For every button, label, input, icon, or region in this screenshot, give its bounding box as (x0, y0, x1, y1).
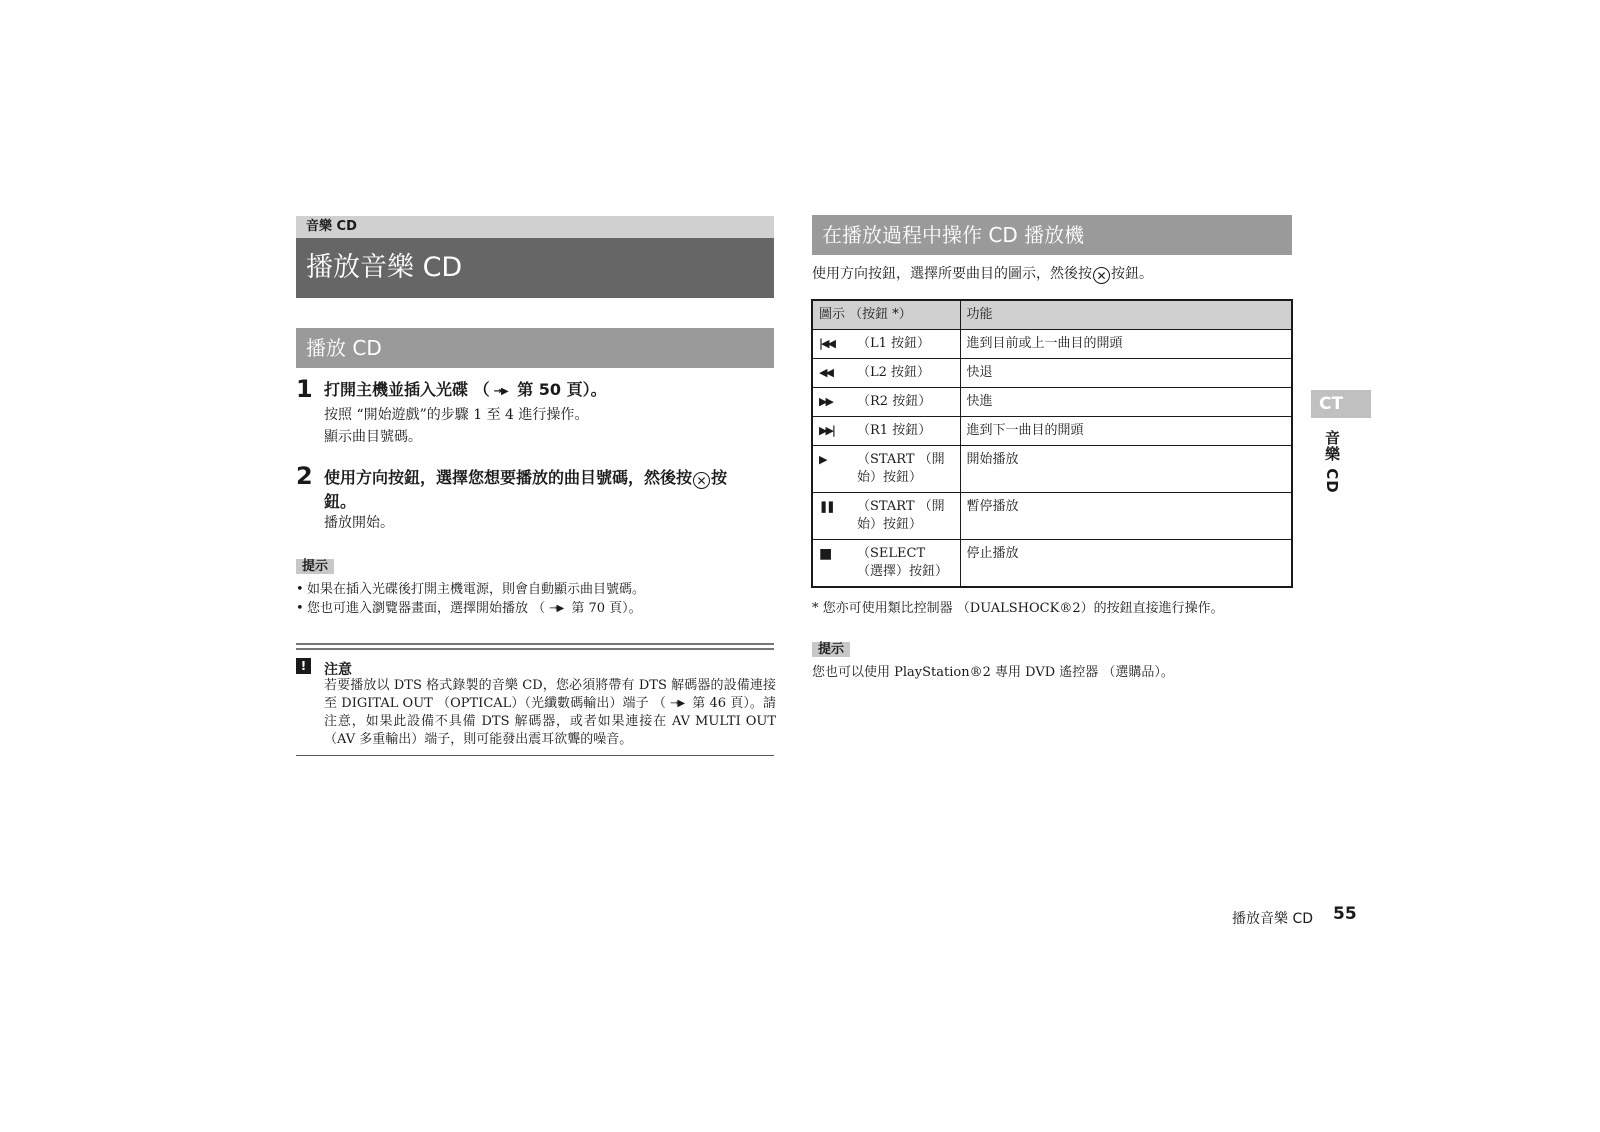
button-name: （START （開始）按鈕） (857, 499, 945, 532)
next-track-icon: ▶▶| (819, 424, 834, 437)
function-text: 快進 (960, 388, 1292, 417)
button-name: （L2 按鈕） (857, 365, 931, 380)
hint-section-right (812, 638, 850, 659)
subsection-title: 播放 CD (296, 328, 774, 368)
step-2-heading-text-a: 使用方向按鈕，選擇您想要播放的曲目號碼，然後按 (324, 468, 693, 487)
function-text: 進到目前或上一曲目的開頭 (960, 330, 1292, 359)
function-text: 進到下一曲目的開頭 (960, 417, 1292, 446)
button-name: （L1 按鈕） (857, 336, 931, 351)
table-row (812, 493, 1292, 540)
page-ref-arrow-icon: →▶ (493, 386, 508, 397)
caution-text-a: 若要播放以 DTS 格式錄製的音樂 CD，您必須將帶有 DTS 解碼器的設備連接至 DIGITAL OUT （OPTICAL）（光纖數碼輸出）端子 （ (324, 678, 776, 711)
hint-bullet-2-text-a: 您也可進入瀏覽器畫面，選擇開始播放 （ (307, 601, 546, 616)
caution-text (324, 677, 776, 749)
page-title: 播放音樂 CD (296, 238, 774, 298)
footnote: * 您亦可使用類比控制器 （DUALSHOCK®2）的按鈕直接進行操作。 (812, 601, 1224, 616)
hint-bullet-2-text-b: 第 70 頁）。 (567, 601, 642, 616)
section-title: 在播放過程中操作 CD 播放機 (812, 215, 1292, 255)
table-row (812, 417, 1292, 446)
caution-top-rule (296, 643, 774, 650)
caution-title: 注意 (324, 662, 352, 678)
warning-icon: ! (296, 658, 311, 674)
hint-bullet-2 (296, 599, 776, 618)
table-header-function: 功能 (960, 300, 1292, 330)
rewind-icon: ◀◀ (819, 366, 832, 379)
intro-text-b: 按鈕。 (1111, 266, 1153, 282)
step-2-heading-text-b: 按 (711, 468, 728, 487)
button-name: （R2 按鈕） (857, 394, 932, 409)
button-name: （R1 按鈕） (857, 423, 932, 438)
intro-text-a: 使用方向按鈕，選擇所要曲目的圖示，然後按 (812, 266, 1092, 282)
hint-label: 提示 (296, 559, 334, 574)
table-row (812, 540, 1292, 588)
hint-list (296, 580, 776, 618)
step-2-line-1: 播放開始。 (324, 515, 394, 531)
intro-text (812, 263, 1153, 285)
fast-forward-icon: ▶▶ (819, 395, 832, 408)
function-text: 快退 (960, 359, 1292, 388)
page-number: 55 (1333, 904, 1357, 924)
function-table (811, 299, 1293, 588)
previous-track-icon: |◀◀ (819, 337, 834, 350)
hint-text: 您也可以使用 PlayStation®2 專用 DVD 遙控器 （選購品）。 (812, 665, 1174, 680)
table-row (812, 446, 1292, 493)
table-row (812, 359, 1292, 388)
language-tab: CT (1311, 390, 1371, 418)
step-2-heading (324, 466, 784, 514)
play-icon: ▶ (819, 453, 826, 466)
step-1-description (324, 404, 784, 448)
stop-icon: ■ (819, 546, 833, 562)
step-1-line-2: 顯示曲目號碼。 (324, 429, 422, 445)
table-header-row (812, 300, 1292, 330)
step-1-number: 1 (296, 375, 313, 403)
step-1-heading (324, 378, 784, 404)
page-ref-arrow-icon: →▶ (549, 603, 564, 614)
footer-title: 播放音樂 CD (1232, 911, 1314, 927)
hint-section (296, 555, 334, 576)
step-2-number: 2 (296, 462, 313, 490)
caution-text-b: 第 46 頁）。請注意，如果此設備不具備 DTS 解碼器，或者如果連接在 AV MULTI OUT （AV 多重輸出）端子，則可能發出震耳欲聾的噪音。 (324, 696, 776, 747)
step-2-description (324, 512, 394, 534)
step-1-line-1: 按照 “開始遊戲”的步驟 1 至 4 進行操作。 (324, 407, 589, 423)
section-label: 音樂 CD (296, 216, 774, 238)
button-name: （START （開始）按鈕） (857, 452, 945, 485)
table-header-icon: 圖示 （按鈕 *） (812, 300, 960, 330)
function-text: 停止播放 (960, 540, 1292, 588)
hint-label: 提示 (812, 642, 850, 657)
chapter-side-label: 音樂 CD (1323, 430, 1341, 494)
hint-bullet-1: • 如果在插入光碟後打開主機電源，則會自動顯示曲目號碼。 (296, 580, 776, 599)
page-ref-arrow-icon: →▶ (669, 698, 685, 709)
cross-button-icon: ✕ (693, 472, 710, 489)
cross-button-icon: ✕ (1093, 267, 1110, 284)
caution-bottom-rule (296, 755, 774, 756)
step-1-heading-text-b: 第 50 頁）。 (511, 380, 607, 399)
table-row (812, 388, 1292, 417)
step-1-heading-text-a: 打開主機並插入光碟 （ (324, 380, 490, 399)
pause-icon: ❚❚ (819, 500, 834, 513)
function-text: 暫停播放 (960, 493, 1292, 540)
table-row (812, 330, 1292, 359)
step-2-heading-text-c: 鈕。 (324, 492, 357, 511)
function-text: 開始播放 (960, 446, 1292, 493)
button-name: （SELECT （選擇）按鈕） (857, 546, 949, 579)
